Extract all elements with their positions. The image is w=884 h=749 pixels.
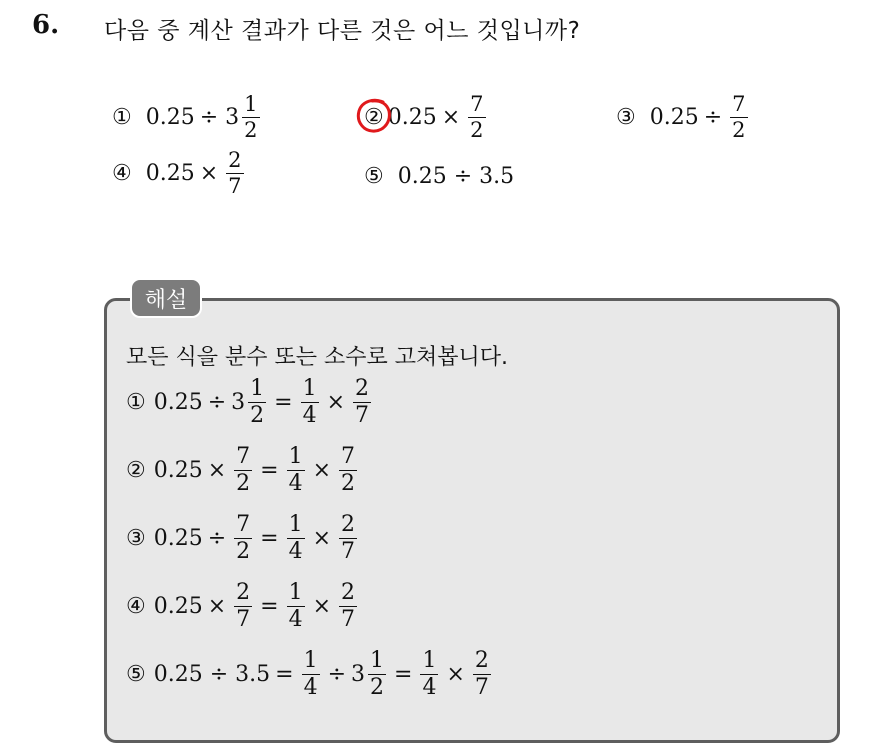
choice-value: 0.25 [649, 105, 699, 130]
line-mark: ② [126, 458, 146, 483]
fraction [420, 650, 438, 699]
denominator: 4 [422, 675, 437, 700]
choice-expression: 0.25 ÷ 3.5 [397, 164, 515, 189]
value: 0.25 [153, 594, 203, 619]
operator: × [326, 390, 346, 415]
denominator: 2 [370, 675, 385, 700]
choice-mark: ③ [616, 105, 636, 130]
solution-tag: 해설 [130, 278, 202, 318]
fraction [302, 650, 320, 699]
operator: × [446, 662, 465, 687]
choice-mark: ④ [112, 161, 132, 186]
value: 0.25 [153, 390, 203, 415]
solution-line-2 [126, 446, 360, 495]
denominator: 2 [244, 118, 258, 142]
numerator: 1 [303, 648, 318, 673]
fraction [242, 94, 259, 141]
numerator: 7 [236, 444, 251, 469]
choice-value: 0.25 [387, 105, 437, 130]
whole-part: 3 [231, 390, 246, 415]
denominator: 7 [341, 539, 356, 564]
numerator: 1 [288, 512, 303, 537]
answer-circle-mark [354, 96, 394, 136]
solution-line-1 [126, 378, 374, 427]
fraction [353, 378, 371, 427]
numerator: 1 [250, 376, 265, 401]
denominator: 4 [288, 539, 303, 564]
operator: × [441, 105, 461, 130]
numerator: 2 [228, 148, 242, 172]
numerator: 7 [341, 444, 356, 469]
line-mark: ④ [126, 594, 146, 619]
fraction [234, 446, 252, 495]
denominator: 2 [236, 539, 251, 564]
numerator: 1 [288, 444, 303, 469]
equals-sign: = [274, 390, 293, 415]
choice-1[interactable] [112, 94, 263, 141]
numerator: 2 [341, 580, 356, 605]
operator: × [312, 594, 332, 619]
whole-part: 3 [225, 105, 240, 130]
numerator: 1 [302, 376, 317, 401]
fraction [468, 94, 485, 141]
value: 0.25 [153, 526, 203, 551]
fraction [301, 378, 319, 427]
fraction [287, 514, 305, 563]
choice-value: 0.25 [145, 105, 195, 130]
denominator: 7 [228, 174, 242, 198]
numerator: 2 [341, 512, 356, 537]
numerator: 7 [236, 512, 251, 537]
operator: ÷ [703, 105, 723, 130]
choice-4[interactable] [112, 150, 247, 197]
operator: ÷ [207, 526, 227, 551]
operator: × [207, 594, 227, 619]
fraction [473, 650, 491, 699]
solution-line-5 [126, 650, 494, 699]
operator: × [312, 458, 332, 483]
fraction [248, 378, 266, 427]
denominator: 2 [250, 403, 265, 428]
numerator: 1 [370, 648, 385, 673]
question-number: 6. [32, 10, 60, 40]
operator: × [312, 526, 332, 551]
solution-intro: 모든 식을 분수 또는 소수로 고쳐봅니다. [126, 345, 508, 370]
equals-sign: = [275, 662, 294, 687]
fraction [339, 446, 357, 495]
fraction [226, 150, 243, 197]
numerator: 1 [288, 580, 303, 605]
choice-value: 0.25 [145, 161, 195, 186]
operator: × [199, 161, 219, 186]
equals-sign: = [260, 526, 279, 551]
solution-line-4 [126, 582, 360, 631]
fraction [234, 514, 252, 563]
line-mark: ⑤ [126, 662, 146, 687]
choice-mark: ② [364, 105, 384, 130]
denominator: 2 [732, 118, 746, 142]
denominator: 4 [288, 607, 303, 632]
fraction [287, 582, 305, 631]
choice-mark: ① [112, 105, 132, 130]
fraction [730, 94, 747, 141]
operator: ÷ [327, 662, 347, 687]
operator: ÷ [207, 390, 227, 415]
fraction [287, 446, 305, 495]
denominator: 7 [341, 607, 356, 632]
fraction [368, 650, 386, 699]
fraction [234, 582, 252, 631]
denominator: 4 [288, 471, 303, 496]
denominator: 2 [236, 471, 251, 496]
numerator: 1 [244, 92, 258, 116]
value: 0.25 [153, 458, 203, 483]
denominator: 4 [303, 675, 318, 700]
line-mark: ① [126, 390, 146, 415]
line-mark: ③ [126, 526, 146, 551]
choice-mark: ⑤ [364, 164, 384, 189]
whole-part: 3 [351, 662, 366, 687]
equals-sign: = [260, 458, 279, 483]
operator: × [207, 458, 227, 483]
numerator: 7 [470, 92, 484, 116]
denominator: 2 [341, 471, 356, 496]
equals-sign: = [260, 594, 279, 619]
denominator: 7 [474, 675, 489, 700]
operator: ÷ [199, 105, 219, 130]
denominator: 4 [302, 403, 317, 428]
numerator: 7 [732, 92, 746, 116]
numerator: 1 [422, 648, 437, 673]
choice-3[interactable] [616, 94, 751, 141]
numerator: 2 [355, 376, 370, 401]
fraction [339, 514, 357, 563]
question-text: 다음 중 계산 결과가 다른 것은 어느 것입니까? [104, 18, 581, 44]
equals-sign: = [394, 662, 413, 687]
numerator: 2 [236, 580, 251, 605]
numerator: 2 [474, 648, 489, 673]
denominator: 2 [470, 118, 484, 142]
solution-line-3 [126, 514, 360, 563]
expression: 0.25 ÷ 3.5 [153, 662, 271, 687]
choice-5[interactable] [364, 164, 514, 189]
fraction [339, 582, 357, 631]
denominator: 7 [236, 607, 251, 632]
denominator: 7 [355, 403, 370, 428]
